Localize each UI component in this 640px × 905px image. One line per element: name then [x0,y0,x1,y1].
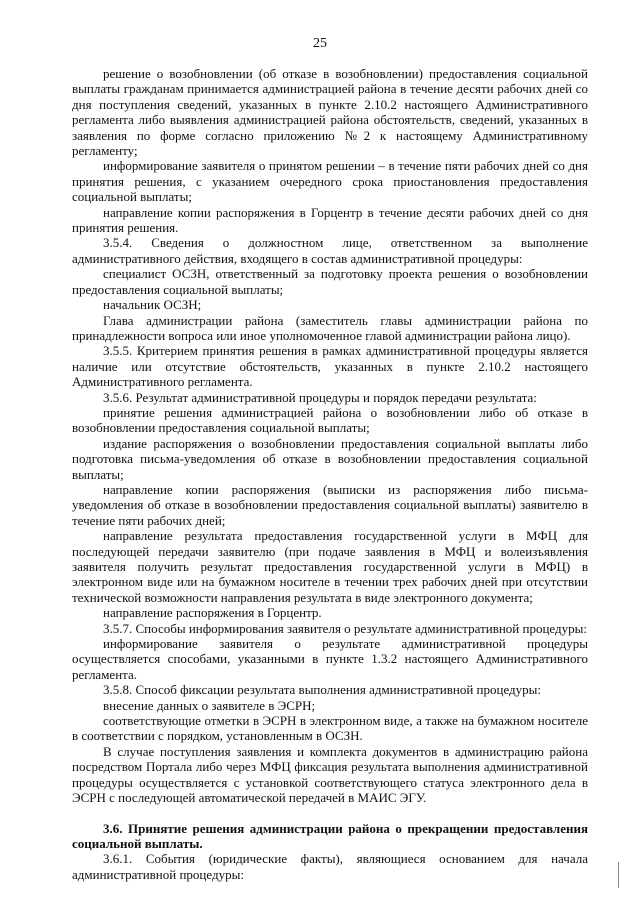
paragraph: специалист ОСЗН, ответственный за подготовку проекта решения о возобновлении предоставления социальной выплаты; [72,266,588,297]
margin-mark [618,862,619,888]
paragraph: 3.5.8. Способ фиксации результата выполнения административной процедуры: [103,682,542,698]
paragraph: принятие решения администрацией района о возобновлении либо об отказе в возобновлении предоставления социальной выплаты; [72,404,588,436]
paragraph: издание распоряжения о возобновлении предоставления социальной выплаты либо подготовка письма-уведомления об отказе в возобновлении предоставления социальной выплаты; [72,435,588,482]
paragraph: 3.5.7. Способы информирования заявителя о результате административной процедуры: [103,620,587,636]
paragraph: 3.5.4. Сведения о должностном лице, ответственном за выполнение административного действия, входящего в состав административной процедуры: [72,235,588,266]
document-body [72,66,588,882]
paragraph: направление копии распоряжения (выписки из распоряжения либо письма-уведомления об отказе в возобновлении предоставления социальной выплаты) заявителю в течение пяти рабочих дней; [72,481,588,528]
paragraph: соответствующие отметки в ЭСРН в электронном виде, а также на бумажном носителе в соответствии с порядком, установленным в ОСЗН. [72,713,588,744]
paragraph: информирование заявителя о принятом решении – в течение пяти рабочих дней со дня принятия решения, с указанием очередного срока приостановления предоставления социальной выплаты; [72,158,588,205]
paragraph: направление распоряжения в Горцентр. [103,605,322,621]
paragraph: начальник ОСЗН; [103,297,202,313]
section-heading: 3.6. Принятие решения администрации района о прекращении предоставления социальной выплаты. [72,820,588,851]
paragraph: внесение данных о заявителе в ЭСРН; [103,697,316,713]
paragraph: В случае поступления заявления и комплекта документов в администрацию района посредством Портала либо через МФЦ фиксация результата выполнения административной процедуры осуществляется с установкой соответствующего статуса электронного дела в ЭСРН с последующей автоматической передачей в МАИС ЭГУ. [72,743,588,806]
paragraph: 3.5.6. Результат административной процедуры и порядок передачи результата: [103,389,537,405]
page-number: 25 [313,36,327,51]
paragraph: 3.5.5. Критерием принятия решения в рамках административной процедуры является наличие или отсутствие обстоятельств, указанных в пункте 2.10.2 настоящего Административного регламента. [72,343,588,390]
paragraph: информирование заявителя о результате административной процедуры осуществляется способами, указанными в пункте 1.3.2 настоящего Административного регламента. [72,636,588,682]
paragraph: Глава администрации района (заместитель главы администрации района по принадлежности вопроса или иное уполномоченное главой администрации района лицо). [72,312,588,343]
paragraph: направление копии распоряжения в Горцентр в течение десяти рабочих дней со дня принятия решения. [72,204,588,236]
paragraph: направление результата предоставления государственной услуги в МФЦ для последующей передачи заявителю (при подаче заявления в МФЦ и волеизъявления заявителя получить результат предоставления государственной услуги в МФЦ) в электронном виде или на бумажном носителе в течении трех рабочих дней при отсутствии технической возможности направления результата в виде электронного документа; [72,528,588,605]
paragraph: 3.6.1. События (юридические факты), являющиеся основанием для начала административной процедуры: [72,851,588,882]
paragraph: решение о возобновлении (об отказе в возобновлении) предоставления социальной выплаты гражданам принимается администрацией района в течение десяти рабочих дней со дня поступления сведений, указанных в пункте 2.10.2 настоящего Административного регламента либо выявления администрацией района обстоятельств, сведений, указанных в заявления по форме согласно приложению №2 к настоящему Административному регламенту; [72,66,588,159]
